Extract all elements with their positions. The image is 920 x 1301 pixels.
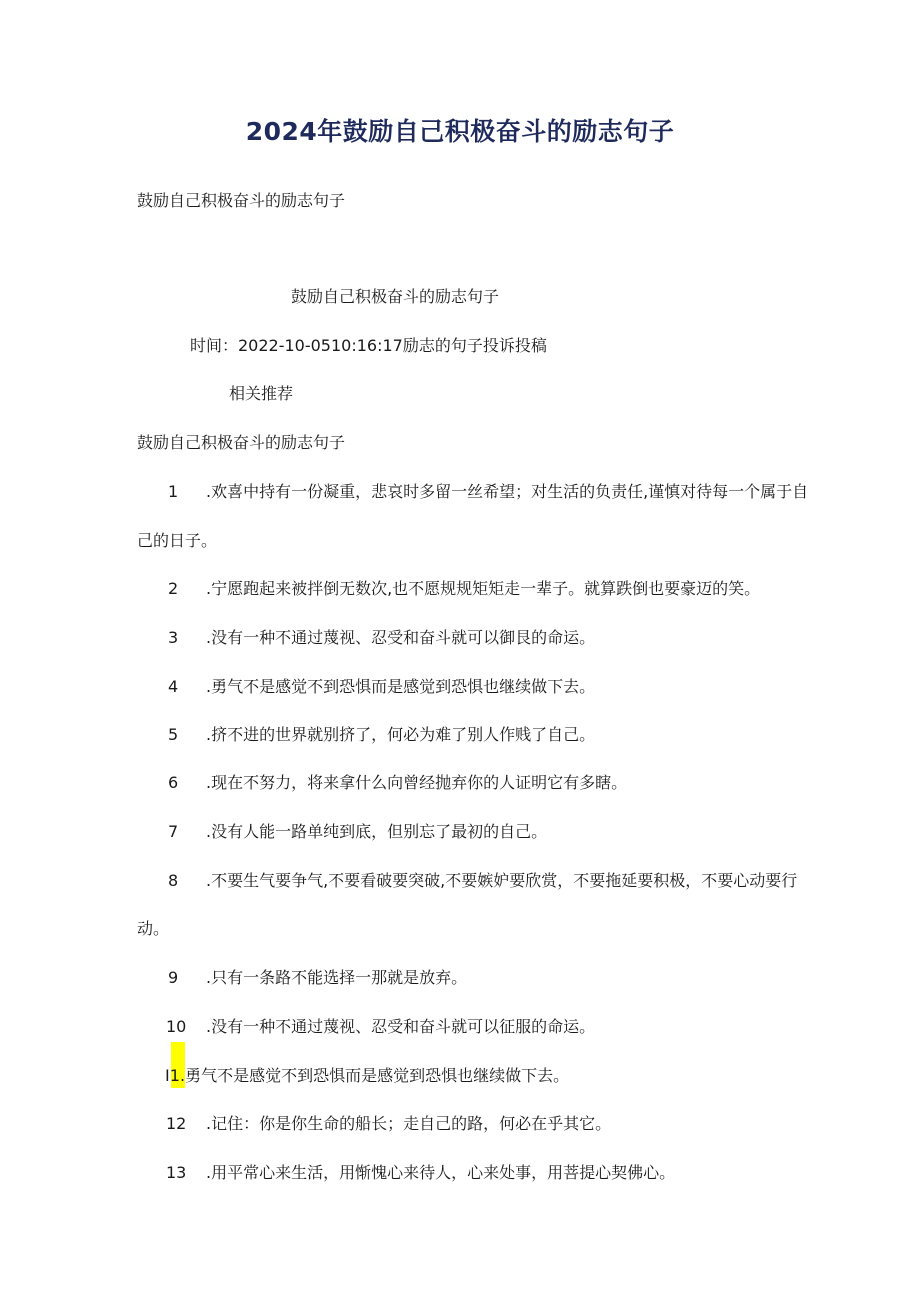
item-number: 3 bbox=[168, 628, 179, 647]
item-text: .挤不进的世界就别挤了，何必为难了别人作贱了自己。 bbox=[206, 725, 596, 744]
item-number: 6 bbox=[168, 773, 179, 792]
item-number: 13 bbox=[166, 1163, 187, 1182]
item-text: .欢喜中持有一份凝重，悲哀时多留一丝希望；对生活的负责任,谨慎对待每一个属于自 bbox=[206, 482, 809, 501]
item-number: 9 bbox=[168, 968, 179, 987]
subtitle-1: 鼓励自己积极奋斗的励志句子 bbox=[137, 191, 346, 210]
item-text: .没有一种不通过蔑视、忍受和奋斗就可以御艮的命运。 bbox=[206, 628, 596, 647]
related-label: 相关推荐 bbox=[229, 384, 294, 403]
item-number: 7 bbox=[168, 822, 179, 841]
item-text: .现在不努力，将来拿什么向曾经抛弃你的人证明它有多瞎。 bbox=[206, 773, 628, 792]
item-number: 1 bbox=[168, 482, 179, 501]
item-text: .用平常心来生活，用惭愧心来待人，心来处事，用菩提心契佛心。 bbox=[206, 1163, 676, 1182]
document-title: 2024年鼓励自己积极奋斗的励志句子 bbox=[245, 117, 675, 146]
subtitle-2: 鼓励自己积极奋斗的励志句子 bbox=[137, 433, 346, 452]
item-text: .宁愿跑起来被拌倒无数次,也不愿规规矩矩走一辈子。就算跌倒也要豪迈的笑。 bbox=[206, 579, 761, 598]
item-text: .勇气不是感觉不到恐惧而是感觉到恐惧也继续做下去。 bbox=[180, 1066, 570, 1085]
item-text: .只有一条路不能选择一那就是放弃。 bbox=[206, 968, 468, 987]
item-number: 12 bbox=[166, 1114, 187, 1133]
item-text: .记住：你是你生命的船长；走自己的路，何必在乎其它。 bbox=[206, 1114, 612, 1133]
item-text-continued: 动。 bbox=[137, 919, 170, 938]
item-number: 4 bbox=[168, 677, 179, 696]
item-number: 5 bbox=[168, 725, 179, 744]
item-text: .不要生气要争气,不要看破要突破,不要嫉妒要欣赏，不要拖延要积极，不要心动要行 bbox=[206, 871, 798, 890]
item-text: .没有一种不通过蔑视、忍受和奋斗就可以征服的命运。 bbox=[206, 1017, 596, 1036]
centered-title: 鼓励自己积极奋斗的励志句子 bbox=[291, 287, 500, 306]
meta-line: 时间：2022-10-0510:16:17励志的句子投诉投稿 bbox=[190, 336, 547, 355]
item-number: 8 bbox=[168, 871, 179, 890]
item-text: .勇气不是感觉不到恐惧而是感觉到恐惧也继续做下去。 bbox=[206, 677, 596, 696]
item-number: 2 bbox=[168, 579, 179, 598]
item-text: .没有人能一路单纯到底，但别忘了最初的自己。 bbox=[206, 822, 548, 841]
item-number: I1 bbox=[165, 1066, 180, 1085]
item-number: 10 bbox=[166, 1017, 187, 1036]
item-text-continued: 己的日子。 bbox=[137, 531, 218, 550]
